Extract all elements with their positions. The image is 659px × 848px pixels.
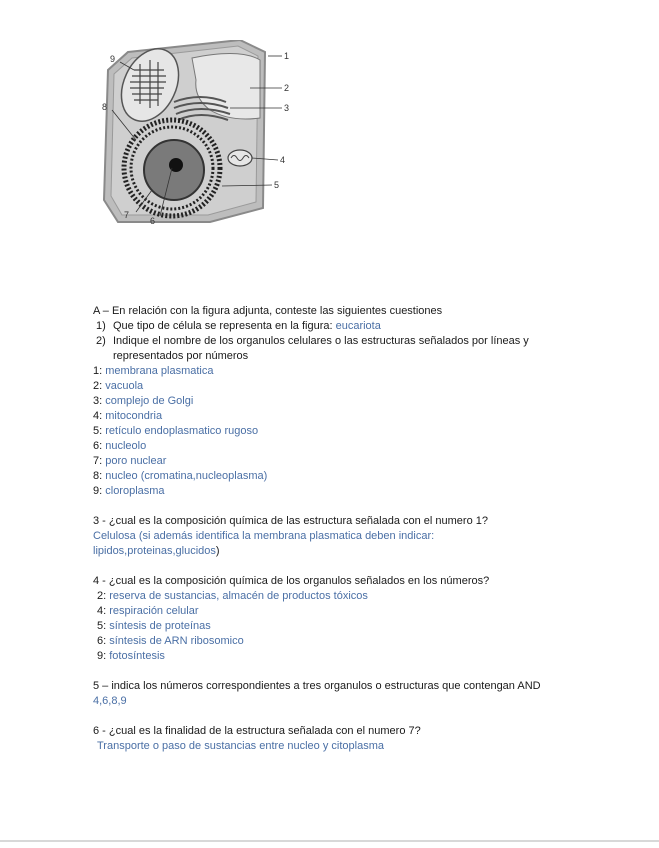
figure-label-1: 1 — [284, 51, 290, 61]
answer-6: nucleolo — [105, 440, 147, 452]
list-item: 4: respiración celular — [97, 605, 199, 617]
answer-5: retículo endoplasmatico rugoso — [105, 425, 259, 437]
list-item: 9: fotosíntesis — [97, 650, 165, 662]
list-item: 7: poro nuclear — [93, 455, 167, 467]
answer-9: cloroplasma — [105, 485, 165, 497]
question-3: 3 - ¿cual es la composición química de las estructura señalada con el numero 1? — [93, 515, 488, 527]
figure-label-9: 9 — [110, 54, 116, 64]
list-item: 8: nucleo (cromatina,nucleoplasma) — [93, 470, 268, 482]
answer-3: complejo de Golgi — [105, 395, 194, 407]
question-3-answer-line2: lipidos,proteinas,glucidos) — [93, 545, 220, 557]
question-5: 5 – indica los números correspondientes a tres organulos o estructuras que contengan AND — [93, 680, 541, 692]
nucleolus-shape — [169, 158, 183, 172]
list-item: 5: retículo endoplasmatico rugoso — [93, 425, 259, 437]
figure-label-6: 6 — [150, 216, 156, 226]
page-bottom-divider — [0, 840, 659, 842]
figure-label-3: 3 — [284, 103, 290, 113]
question-1-number: 1) — [96, 320, 106, 332]
question-1-text: Que tipo de célula se representa en la figura: — [113, 320, 333, 332]
answer-8: nucleo (cromatina,nucleoplasma) — [105, 470, 268, 482]
question-6-answer: Transporte o paso de sustancias entre nucleo y citoplasma — [97, 740, 384, 752]
mitochondrion-shape — [228, 150, 252, 166]
question-5-answer: 4,6,8,9 — [93, 695, 127, 707]
list-item: 2: reserva de sustancias, almacén de productos tóxicos — [97, 590, 368, 602]
figure-label-2: 2 — [284, 83, 290, 93]
question-6: 6 - ¿cual es la finalidad de la estructura señalada con el numero 7? — [93, 725, 421, 737]
figure-label-4: 4 — [280, 155, 286, 165]
answer-2: vacuola — [105, 380, 144, 392]
list-item: 5: síntesis de proteínas — [97, 620, 211, 632]
question-2-number: 2) — [96, 335, 106, 347]
figure-label-7: 7 — [124, 210, 130, 220]
answer-4: mitocondria — [105, 410, 163, 422]
answer-1: membrana plasmatica — [105, 365, 214, 377]
list-item: 6: síntesis de ARN ribosomico — [97, 635, 244, 647]
figure-label-8: 8 — [102, 102, 108, 112]
list-item: 9: cloroplasma — [93, 485, 165, 497]
question-1 — [93, 319, 563, 334]
question-3-answer-line1: Celulosa (si además identifica la membrana plasmatica deben indicar: — [93, 530, 435, 542]
list-item: 2: vacuola — [93, 380, 144, 392]
answer-7: poro nuclear — [105, 455, 167, 467]
document-body — [93, 304, 563, 754]
question-1-answer: eucariota — [335, 320, 381, 332]
list-item: 4: mitocondria — [93, 410, 163, 422]
section-a-heading: A – En relación con la figura adjunta, conteste las siguientes cuestiones — [93, 305, 443, 317]
question-2-text: Indique el nombre de los organulos celulares o las estructuras señalados por líneas y representados por números — [113, 335, 529, 362]
list-item: 1: membrana plasmatica — [93, 365, 214, 377]
figure-label-5: 5 — [274, 180, 280, 190]
list-item: 3: complejo de Golgi — [93, 395, 194, 407]
question-4: 4 - ¿cual es la composición química de los organulos señalados en los números? — [93, 575, 490, 587]
cell-diagram — [100, 40, 300, 230]
question-2 — [93, 334, 563, 364]
list-item: 6: nucleolo — [93, 440, 147, 452]
